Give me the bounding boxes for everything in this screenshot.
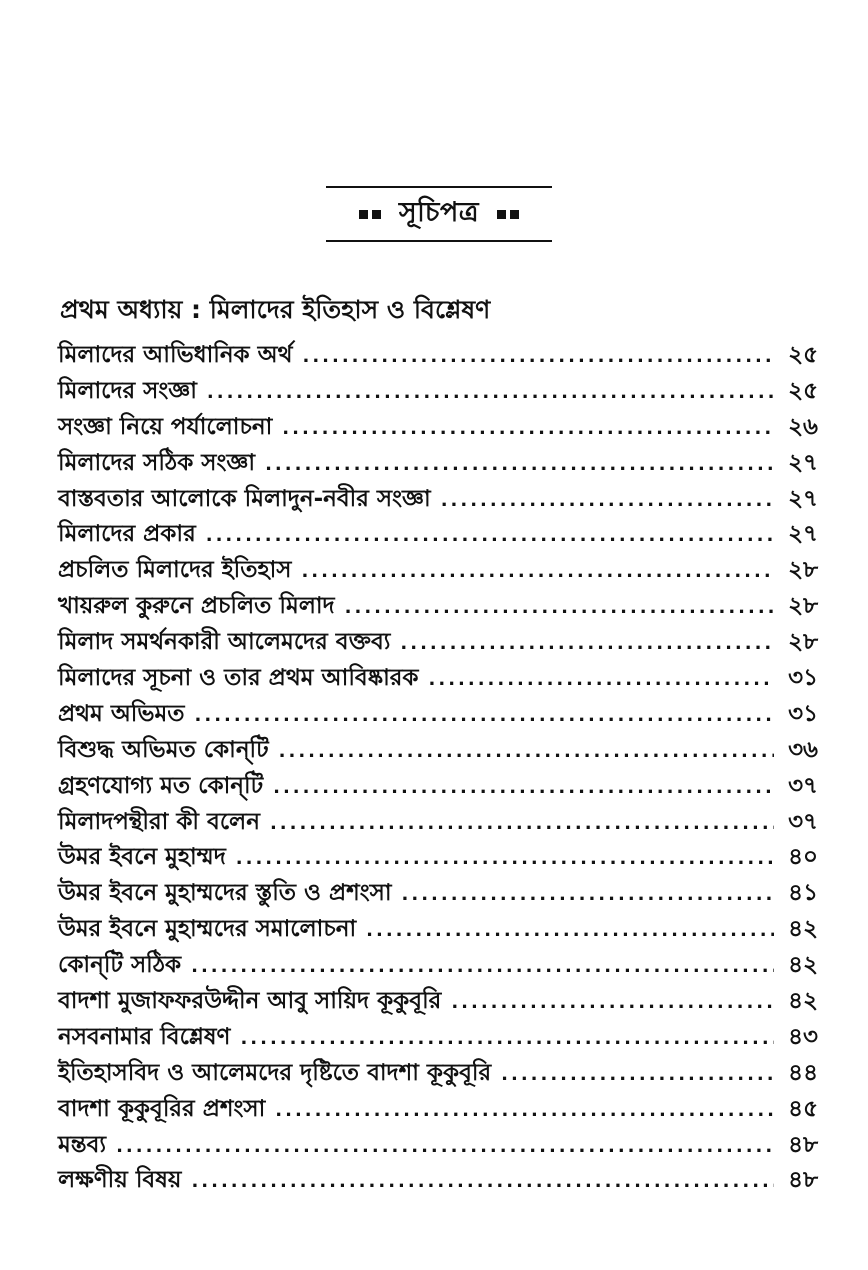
toc-entry-page: ২৮ (788, 593, 818, 620)
toc-entry-label: ইতিহাসবিদ ও আলেমদের দৃষ্টিতে বাদশা কূকুবূরি (58, 1059, 492, 1086)
toc-entry[interactable] (58, 1090, 818, 1126)
dot-leader (273, 777, 774, 798)
toc-entry-label: বাদশা কূকুবূরির প্রশংসা (58, 1095, 266, 1122)
dot-leader (301, 561, 774, 582)
toc-entry-page: ২৫ (788, 342, 818, 368)
toc-entry[interactable] (58, 874, 818, 910)
toc-entry-page: ৩৬ (788, 736, 818, 763)
toc-entry-label: খায়রুল কুরুনে প্রচলিত মিলাদ (58, 593, 335, 620)
toc-entry[interactable] (58, 803, 818, 839)
toc-entry-label: গ্রহণযোগ্য মত কোন্‌টি (58, 772, 264, 799)
dot-leader (429, 669, 774, 690)
toc-entry-page: ২৮ (788, 557, 818, 584)
toc-entry[interactable] (58, 623, 818, 659)
contents-heading (326, 186, 552, 242)
toc-entry[interactable] (58, 1054, 818, 1090)
toc-entry-page: ২৭ (788, 449, 818, 476)
dot-leader (265, 454, 774, 475)
toc-entry-page: ৪৩ (788, 1023, 818, 1050)
dot-leader (191, 956, 774, 977)
dot-leader (451, 992, 774, 1013)
toc-entry[interactable] (58, 480, 818, 516)
toc-entry[interactable] (58, 910, 818, 946)
toc-entry[interactable] (58, 336, 818, 372)
toc-entry-page: ৩১ (788, 700, 818, 727)
toc-entry[interactable] (58, 695, 818, 731)
dot-leader (191, 1171, 774, 1192)
toc-entry-page: ৪৮ (788, 1167, 818, 1194)
dot-leader (236, 848, 774, 869)
toc-entry-label: মিলাদের সূচনা ও তার প্রথম আবিষ্কারক (58, 665, 419, 692)
toc-entry-label: বাদশা মুজাফফরউদ্দীন আবু সায়িদ কূকুবূরি (58, 988, 442, 1015)
toc-entry-label: মিলাদপন্থীরা কী বলেন (58, 808, 260, 835)
toc-entry-label: মিলাদ সমর্থনকারী আলেমদের বক্তব্য (58, 629, 391, 656)
toc-entry-page: ৪৮ (788, 1131, 818, 1158)
dot-leader (302, 346, 774, 367)
toc-entry-label: সংজ্ঞা নিয়ে পর্যালোচনা (58, 413, 273, 440)
dot-leader (441, 490, 774, 511)
toc-entry-label: উমর ইবনে মুহাম্মদ (58, 844, 226, 871)
dot-leader (207, 382, 774, 403)
toc-entry-label: উমর ইবনে মুহাম্মদের সমালোচনা (58, 916, 357, 943)
toc-entry-label: প্রচলিত মিলাদের ইতিহাস (58, 557, 292, 584)
toc-entry-page: ৪১ (788, 880, 818, 907)
toc-entry[interactable] (58, 731, 818, 767)
toc-entry[interactable] (58, 515, 818, 551)
toc-entry-label: বিশুদ্ধ অভিমত কোন্‌টি (58, 736, 269, 763)
page-title: সূচিপত্র (398, 196, 480, 228)
toc-entry-label: বাস্তবতার আলোকে মিলাদুন-নবীর সংজ্ঞা (58, 485, 431, 512)
toc-entry[interactable] (58, 1161, 818, 1197)
toc-entry-label: কোন্‌টি সঠিক (58, 952, 182, 979)
heading-ornament-left (359, 210, 381, 219)
heading-ornament-right (497, 210, 519, 219)
toc-entry[interactable] (58, 444, 818, 480)
dot-leader (282, 418, 774, 439)
square-ornament-icon (372, 210, 381, 219)
toc-entry-page: ৪২ (788, 952, 818, 979)
dot-leader (270, 813, 774, 834)
toc-entry-label: মিলাদের আভিধানিক অর্থ (58, 342, 293, 368)
chapter-title: প্রথম অধ্যায় : মিলাদের ইতিহাস ও বিশ্লেষণ (60, 295, 491, 324)
dot-leader (501, 1064, 774, 1085)
toc-entry-page: ৩৭ (788, 808, 818, 835)
toc-entry-page: ২৭ (788, 485, 818, 512)
square-ornament-icon (510, 210, 519, 219)
toc-entry[interactable] (58, 767, 818, 803)
toc-entry-page: ২৭ (788, 521, 818, 548)
toc-entry[interactable] (58, 408, 818, 444)
toc-entry-page: ৪৫ (788, 1095, 818, 1122)
toc-entry-page: ৩১ (788, 665, 818, 692)
toc-entry-page: ৪২ (788, 988, 818, 1015)
dot-leader (400, 633, 774, 654)
toc-entry-page: ২৬ (788, 413, 818, 440)
toc-entry[interactable] (58, 551, 818, 587)
toc-entry[interactable] (58, 1018, 818, 1054)
toc-entry-label: উমর ইবনে মুহাম্মদের স্তুতি ও প্রশংসা (58, 880, 392, 907)
toc-entry-page: ৪২ (788, 916, 818, 943)
toc-entry-label: মিলাদের সংজ্ঞা (58, 377, 197, 404)
toc-entry-page: ২৮ (788, 629, 818, 656)
toc-entry[interactable] (58, 982, 818, 1018)
dot-leader (279, 741, 774, 762)
dot-leader (345, 597, 774, 618)
dot-leader (206, 525, 774, 546)
toc-entry[interactable] (58, 659, 818, 695)
toc-entry-page: ২৫ (788, 377, 818, 404)
toc-entry-page: ৪৪ (788, 1059, 818, 1086)
toc-entry-label: মিলাদের সঠিক সংজ্ঞা (58, 449, 256, 476)
toc-entry-label: নসবনামার বিশ্লেষণ (58, 1023, 231, 1050)
toc-entry[interactable] (58, 372, 818, 408)
square-ornament-icon (359, 210, 368, 219)
dot-leader (402, 884, 774, 905)
dot-leader (116, 1136, 774, 1157)
toc-entry-page: ৪০ (788, 844, 818, 871)
dot-leader (366, 920, 774, 941)
toc-entry[interactable] (58, 838, 818, 874)
dot-leader (195, 705, 774, 726)
toc-entry-label: মিলাদের প্রকার (58, 521, 196, 548)
toc-entry[interactable] (58, 587, 818, 623)
toc-entry-label: লক্ষণীয় বিষয় (58, 1167, 182, 1194)
dot-leader (275, 1100, 774, 1121)
toc-entry[interactable] (58, 1126, 818, 1162)
toc-list (58, 336, 818, 1197)
square-ornament-icon (497, 210, 506, 219)
toc-entry[interactable] (58, 946, 818, 982)
toc-entry-page: ৩৭ (788, 772, 818, 799)
toc-entry-label: মন্তব্য (58, 1131, 107, 1158)
toc-entry-label: প্রথম অভিমত (58, 700, 185, 727)
dot-leader (240, 1028, 774, 1049)
